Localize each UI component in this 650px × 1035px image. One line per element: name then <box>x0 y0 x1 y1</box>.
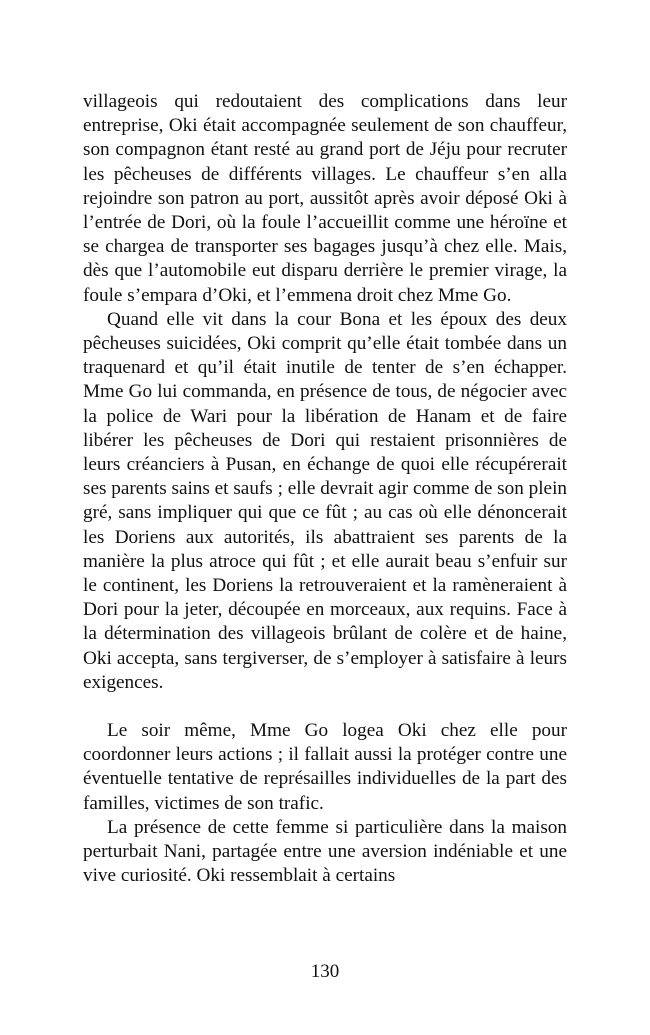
paragraph: La présence de cette femme si particulière dans la maison perturbait Nani, partagée entre une aversion indéniable et une vive curiosité. Oki ressemblait à certains <box>83 816 567 887</box>
paragraph: Le soir même, Mme Go logea Oki chez elle pour coordonner leurs actions ; il fallait aussi la protéger contre une éventuelle tentative de représailles individuelles de la part des familles, victimes de son trafic. <box>83 720 567 814</box>
page-body <box>83 90 567 889</box>
paragraph: Quand elle vit dans la cour Bona et les époux des deux pêcheuses suicidées, Oki comprit qu’elle était tombée dans un traquenard et qu’il était inutile de tenter de s’en échapper. Mme Go lui commanda, en présence de tous, de négocier avec la police de Wari pour la libération de Hanam et de faire libérer les pêcheuses de Dori qui restaient prisonnières de leurs créanciers à Pusan, en échange de quoi elle récupérerait ses parents sains et saufs ; elle devrait agir comme de son plein gré, sans impliquer qui que ce fût ; au cas où elle dénoncerait les Doriens aux autorités, ils abattraient ses parents de la manière la plus atroce qui fût ; et elle aurait beau s’enfuir sur le continent, les Doriens la retrouveraient et la ramèneraient à Dori pour la jeter, découpée en morceaux, aux requins. Face à la détermination des villageois brûlant de colère et de haine, Oki accepta, sans tergiverser, de s’employer à satisfaire à leurs exigences. <box>83 308 567 693</box>
paragraph-continued: villageois qui redoutaient des complications dans leur entreprise, Oki était accompagnée seulement de son chauffeur, son compagnon étant resté au grand port de Jéju pour recruter les pêcheuses de différents villages. Le chauffeur s’en alla rejoindre son patron au port, aussitôt après avoir déposé Oki à l’entrée de Dori, où la foule l’accueillit comme une héroïne et se chargea de transporter ses bagages jusqu’à chez elle. Mais, dès que l’automobile eut disparu derrière le premier virage, la foule s’empara d’Oki, et l’emmena droit chez Mme Go. <box>83 91 567 306</box>
page-number: 130 <box>310 961 340 982</box>
